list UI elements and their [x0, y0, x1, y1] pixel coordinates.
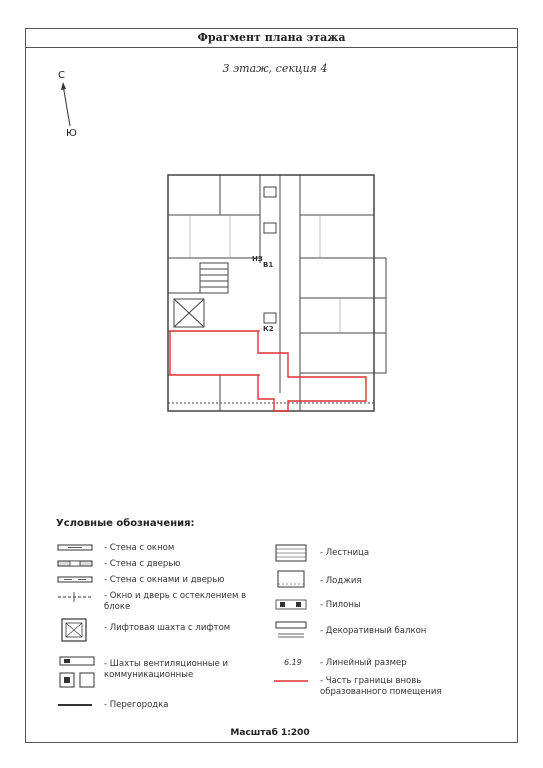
plan-label-n3: НЗ — [252, 255, 263, 263]
legend-lift-shaft: - Лифтовая шахта с лифтом — [56, 617, 256, 647]
compass-north-label: Ю — [66, 128, 77, 139]
decorative-balcony-icon — [272, 620, 312, 640]
legend-decorative-balcony: - Декоративный балкон — [272, 620, 482, 642]
wall-window-icon — [56, 543, 96, 553]
wall-door-icon — [56, 559, 96, 569]
legend-ventilation-shafts: - Шахты вентиляционные и коммуникационные — [56, 655, 256, 695]
legend-pylons: - Пилоны — [272, 596, 482, 616]
stairs-icon — [272, 544, 312, 562]
legend-stairs: - Лестница — [272, 544, 482, 564]
legend-window-door-block: - Окно и дверь с остеклением в блоке — [56, 591, 256, 615]
floor-subtitle: 3 этаж, секция 4 — [222, 62, 328, 75]
legend-wall-window: - Стена с окном — [56, 543, 256, 557]
legend-wall-door: - Стена с дверью — [56, 559, 256, 573]
plan-label-k2: К2 — [263, 325, 274, 333]
plan-label-v1: В1 — [263, 261, 274, 269]
compass-south-label: С — [58, 70, 65, 81]
legend-title: Условные обозначения: — [56, 518, 195, 529]
lift-shaft-icon — [56, 617, 96, 645]
legend-linear-dimension: 6.19 - Линейный размер — [284, 658, 407, 668]
loggia-icon — [272, 570, 312, 588]
ventilation-shaft-icon — [56, 655, 100, 691]
legend-partition: - Перегородка — [56, 700, 256, 714]
pylons-icon — [272, 596, 312, 614]
dimension-sample: 6.19 — [284, 658, 302, 667]
partition-icon — [56, 700, 96, 710]
scale-label: Масштаб 1:200 — [230, 728, 310, 738]
red-boundary-line-icon — [272, 676, 312, 686]
compass-arrow-icon — [60, 82, 74, 130]
page-title: Фрагмент плана этажа — [25, 28, 518, 48]
legend-new-premises-boundary: - Часть границы вновь образованного помещения — [272, 676, 482, 702]
legend-wall-windows-door: - Стена с окнами и дверью — [56, 575, 256, 589]
floor-plan — [160, 163, 390, 423]
wall-windows-door-icon — [56, 575, 96, 585]
legend-loggia: - Лоджия — [272, 570, 482, 590]
window-door-block-icon — [56, 591, 96, 605]
